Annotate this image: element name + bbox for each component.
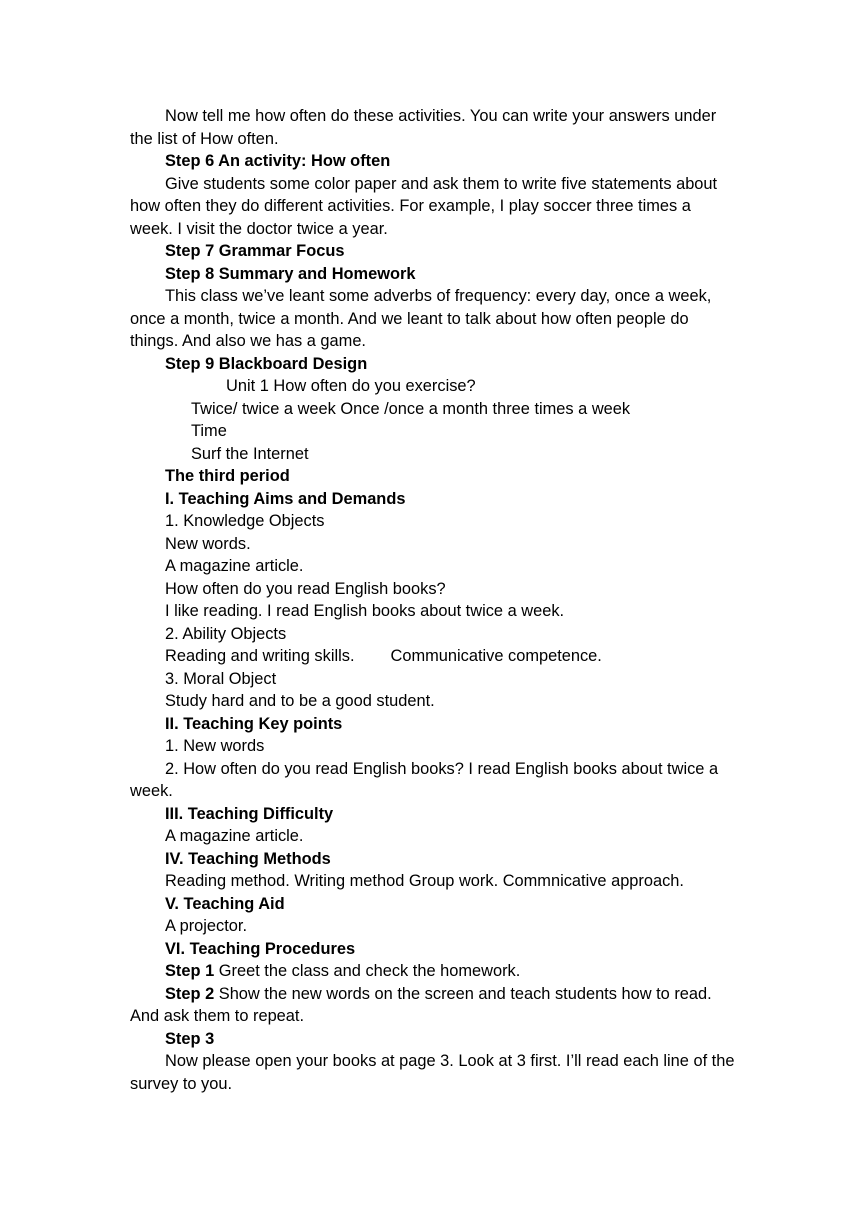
paragraph-open-books: Now please open your books at page 3. Look at 3 first. I’ll read each line of the survey to you.: [130, 1052, 735, 1093]
heading-difficulty: III. Teaching Difficulty: [165, 804, 334, 823]
heading-step-7: Step 7 Grammar Focus: [165, 242, 345, 260]
document-page: [130, 105, 735, 1095]
step-2-text: Show the new words on the screen and teach students how to read. And ask them to repeat.: [130, 984, 712, 1025]
list-item: 1. Knowledge Objects: [165, 512, 325, 530]
text-line: A magazine article.: [165, 827, 304, 845]
heading-teaching-aid: V. Teaching Aid: [165, 894, 285, 913]
step-1-label: Step 1: [165, 962, 215, 980]
ability-line: [130, 645, 735, 668]
ability-reading-writing: Reading and writing skills.: [165, 647, 355, 665]
paragraph-summary: This class we’ve leant some adverbs of frequency: every day, once a week, once a month, twice a month. And we leant to talk about how often people do things. And also we has a game.: [130, 287, 712, 350]
heading-methods: IV. Teaching Methods: [165, 849, 331, 868]
blackboard-line: Twice/ twice a week Once /once a month three times a week: [191, 399, 631, 418]
text-line: I like reading. I read English books about twice a week.: [165, 602, 565, 620]
step-1-text: Greet the class and check the homework.: [214, 962, 521, 980]
list-item: 2. Ability Objects: [165, 624, 287, 643]
text-line: A projector.: [165, 917, 248, 935]
step-2-label: Step 2: [165, 984, 215, 1003]
heading-third-period: The third period: [165, 467, 290, 485]
list-item: 3. Moral Object: [165, 669, 277, 688]
text-line: How often do you read English books?: [165, 579, 446, 598]
blackboard-title: Unit 1 How often do you exercise?: [226, 377, 476, 395]
list-item: 2. How often do you read English books? I read English books about twice a week.: [130, 759, 719, 800]
paragraph-how-often-answers: Now tell me how often do these activities. You can write your answers under the list of How often.: [130, 107, 717, 148]
text-line: Study hard and to be a good student.: [165, 692, 435, 710]
blackboard-line: Surf the Internet: [191, 444, 309, 463]
heading-key-points: II. Teaching Key points: [165, 714, 343, 733]
text-line: A magazine article.: [165, 557, 304, 575]
text-line: New words.: [165, 534, 251, 553]
heading-step-6: Step 6 An activity: How often: [165, 152, 391, 170]
text-line: Reading method. Writing method Group work. Commnicative approach.: [165, 872, 684, 890]
list-item: 1. New words: [165, 737, 265, 755]
step-2-line: [130, 983, 735, 1028]
heading-step-8: Step 8 Summary and Homework: [165, 264, 416, 283]
step-1-line: [130, 960, 735, 983]
ability-communicative: Communicative competence.: [390, 647, 602, 665]
heading-teaching-aims: I. Teaching Aims and Demands: [165, 489, 406, 508]
heading-step-3: Step 3: [165, 1029, 215, 1048]
heading-procedures: VI. Teaching Procedures: [165, 939, 356, 958]
heading-step-9: Step 9 Blackboard Design: [165, 354, 368, 373]
paragraph-color-paper: Give students some color paper and ask them to write five statements about how often they do different activities. For example, I play soccer three times a week. I visit the doctor twice a year.: [130, 174, 718, 238]
blackboard-line: Time: [191, 422, 227, 440]
